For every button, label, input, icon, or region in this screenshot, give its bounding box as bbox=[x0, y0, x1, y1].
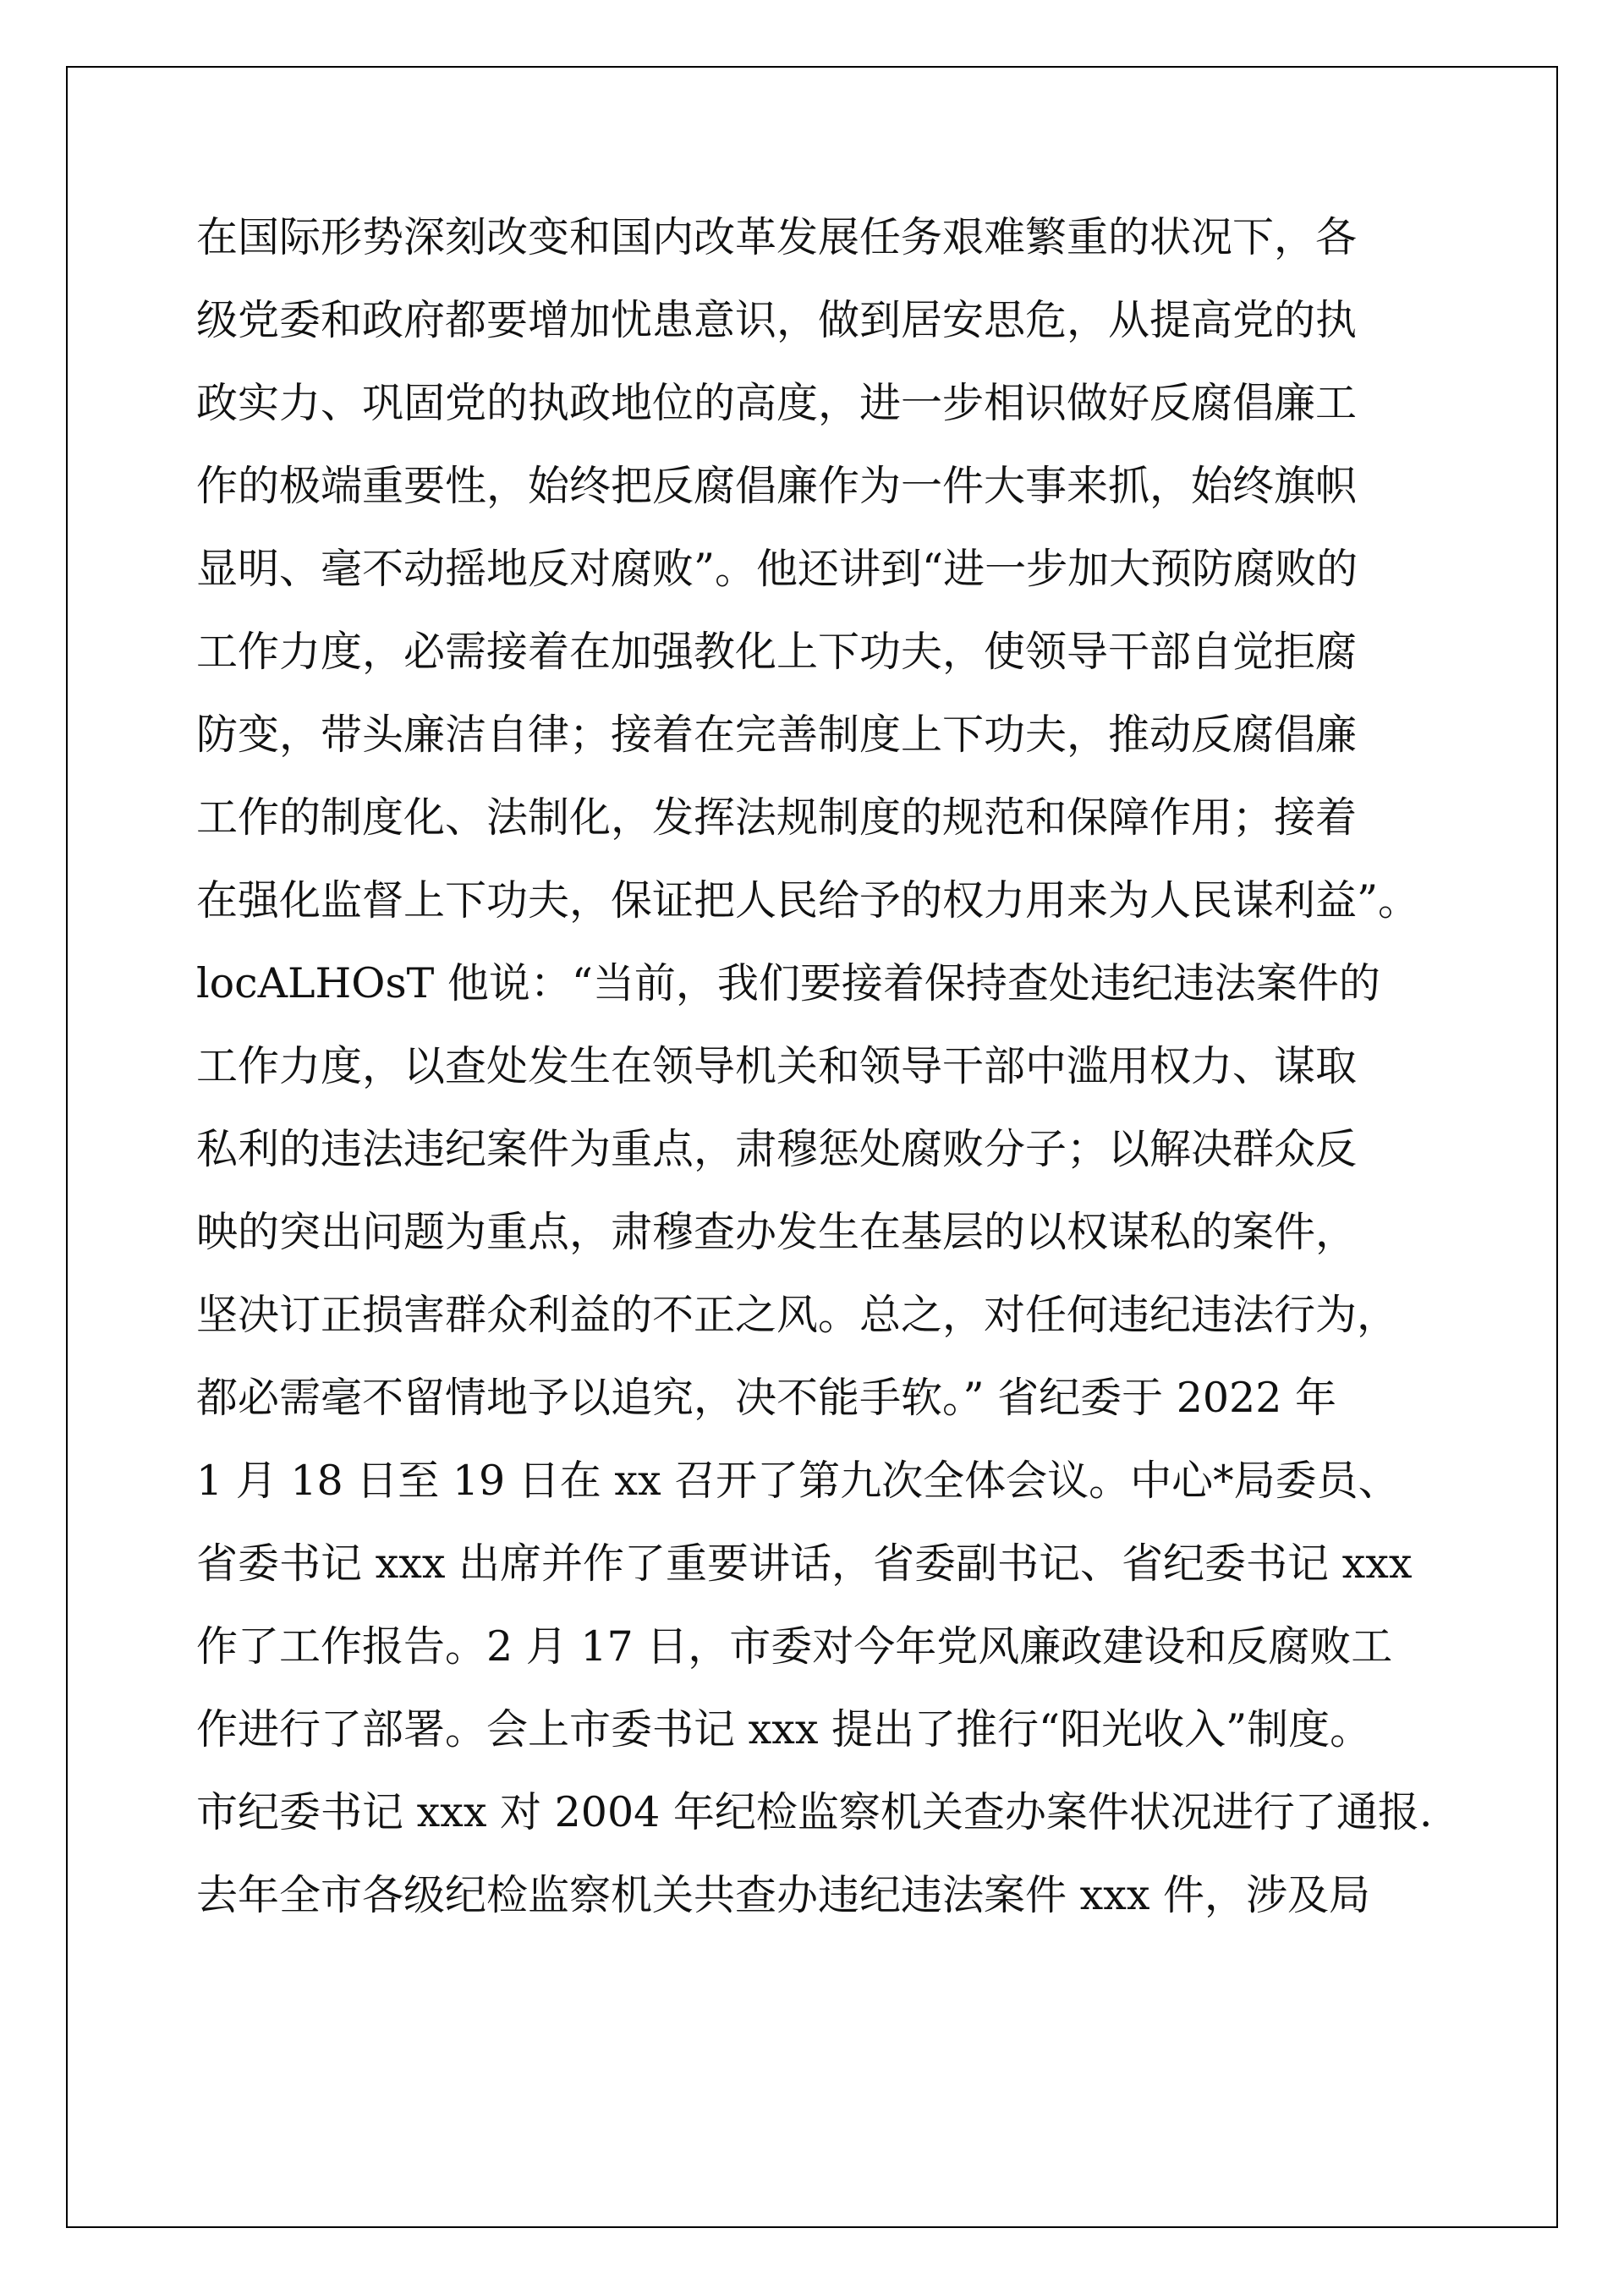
text-line: 都必需毫不留情地予以追究，决不能手软。” 省纪委于 2022 年 bbox=[196, 1374, 1336, 1422]
text-line: 工作力度，必需接着在加强教化上下功夫，使领导干部自觉拒腐 bbox=[196, 628, 1358, 676]
text-line: locALHOsT 他说：“当前，我们要接着保持查处违纪违法案件的 bbox=[196, 959, 1380, 1007]
text-line: 级党委和政府都要增加忧患意识，做到居安思危，从提高党的执 bbox=[196, 296, 1358, 344]
text-line: 在国际形势深刻改变和国内改革发展任务艰难繁重的状况下，各 bbox=[196, 213, 1358, 261]
text-line: 防变，带头廉洁自律；接着在完善制度上下功夫，推动反腐倡廉 bbox=[196, 711, 1358, 759]
text-line: 作的极端重要性，始终把反腐倡廉作为一件大事来抓，始终旗帜 bbox=[196, 462, 1358, 510]
text-line: 去年全市各级纪检监察机关共查办违纪违法案件 xxx 件，涉及局 bbox=[196, 1871, 1371, 1919]
text-line: 1 月 18 日至 19 日在 xx 召开了第九次全体会议。中心*局委员、 bbox=[196, 1457, 1400, 1505]
text-line: 工作的制度化、法制化，发挥法规制度的规范和保障作用；接着 bbox=[196, 793, 1358, 842]
text-line: 映的突出问题为重点，肃穆查办发生在基层的以权谋私的案件， bbox=[196, 1208, 1358, 1256]
text-line: 省委书记 xxx 出席并作了重要讲话，省委副书记、省纪委书记 xxx bbox=[196, 1539, 1413, 1588]
text-line: 坚决订正损害群众利益的不正之风。总之，对任何违纪违法行为， bbox=[196, 1291, 1399, 1339]
text-line: 作进行了部署。会上市委书记 xxx 提出了推行“阳光收入”制度。 bbox=[196, 1705, 1372, 1753]
text-line: 政实力、巩固党的执政地位的高度，进一步相识做好反腐倡廉工 bbox=[196, 379, 1358, 427]
text-line: 在强化监督上下功夫，保证把人民给予的权力用来为人民谋利益”。 bbox=[196, 876, 1420, 925]
text-line: 显明、毫不动摇地反对腐败”。他还讲到“进一步加大预防腐败的 bbox=[196, 545, 1358, 593]
text-line: 作了工作报告。2 月 17 日，市委对今年党风廉政建设和反腐败工 bbox=[196, 1622, 1393, 1671]
text-line: 私利的违法违纪案件为重点，肃穆惩处腐败分子；以解决群众反 bbox=[196, 1125, 1358, 1173]
text-line: 工作力度，以查处发生在领导机关和领导干部中滥用权力、谋取 bbox=[196, 1042, 1358, 1090]
text-line: 市纪委书记 xxx 对 2004 年纪检监察机关查办案件状况进行了通报. bbox=[196, 1788, 1433, 1836]
document-body bbox=[196, 196, 1441, 1937]
